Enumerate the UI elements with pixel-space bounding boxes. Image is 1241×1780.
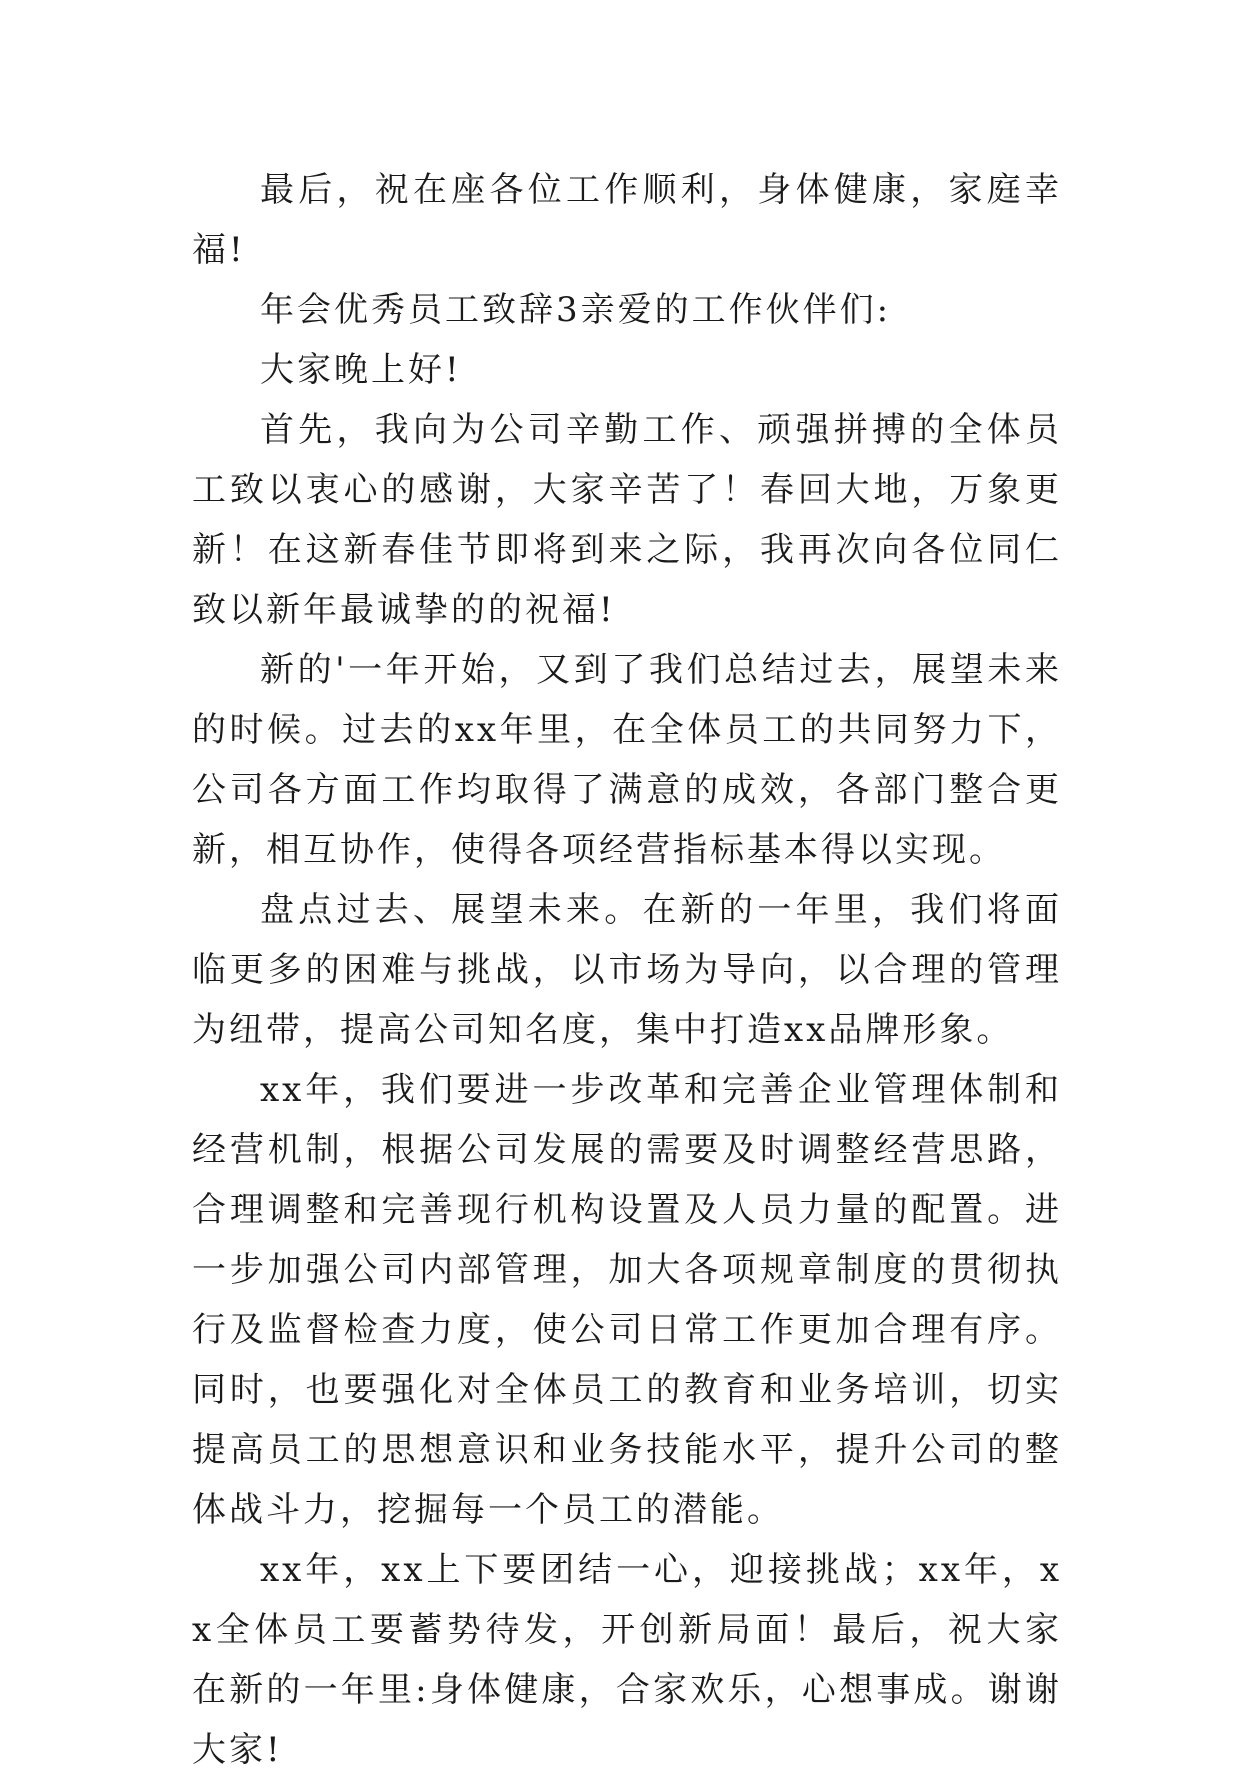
paragraph-greeting: 大家晚上好! (260, 350, 462, 390)
paragraph-closing-wishes: 最后，祝在座各位工作顺利，身体健康，家庭幸福! (192, 170, 1062, 270)
paragraph-speech-heading: 年会优秀员工致辞3亲爱的工作伙伴们: (260, 290, 892, 330)
paragraph-year-review: 新的'一年开始，又到了我们总结过去，展望未来的时候。过去的xx年里，在全体员工的共同努力下，公司各方面工作均取得了满意的成效，各部门整合更新，相互协作，使得各项经营指标基本得以实现。 (192, 650, 1062, 870)
paragraph-outlook: 盘点过去、展望未来。在新的一年里，我们将面临更多的困难与挑战，以市场为导向，以合理的管理为纽带，提高公司知名度，集中打造xx品牌形象。 (192, 890, 1062, 1050)
paragraph-final-wishes: xx年，xx上下要团结一心，迎接挑战；xx年，xx全体员工要蓄势待发，开创新局面！最后，祝大家在新的一年里:身体健康，合家欢乐，心想事成。谢谢大家! (192, 1550, 1062, 1770)
paragraph-thanks: 首先，我向为公司辛勤工作、顽强拼搏的全体员工致以衷心的感谢，大家辛苦了！春回大地，万象更新！在这新春佳节即将到来之际，我再次向各位同仁致以新年最诚挚的的祝福! (192, 410, 1062, 630)
paragraph-reform-plan: xx年，我们要进一步改革和完善企业管理体制和经营机制，根据公司发展的需要及时调整经营思路，合理调整和完善现行机构设置及人员力量的配置。进一步加强公司内部管理，加大各项规章制度的贯彻执行及监督检查力度，使公司日常工作更加合理有序。同时，也要强化对全体员工的教育和业务培训，切实提高员工的思想意识和业务技能水平，提升公司的整体战斗力，挖掘每一个员工的潜能。 (192, 1070, 1062, 1530)
document-body (192, 160, 1062, 1780)
